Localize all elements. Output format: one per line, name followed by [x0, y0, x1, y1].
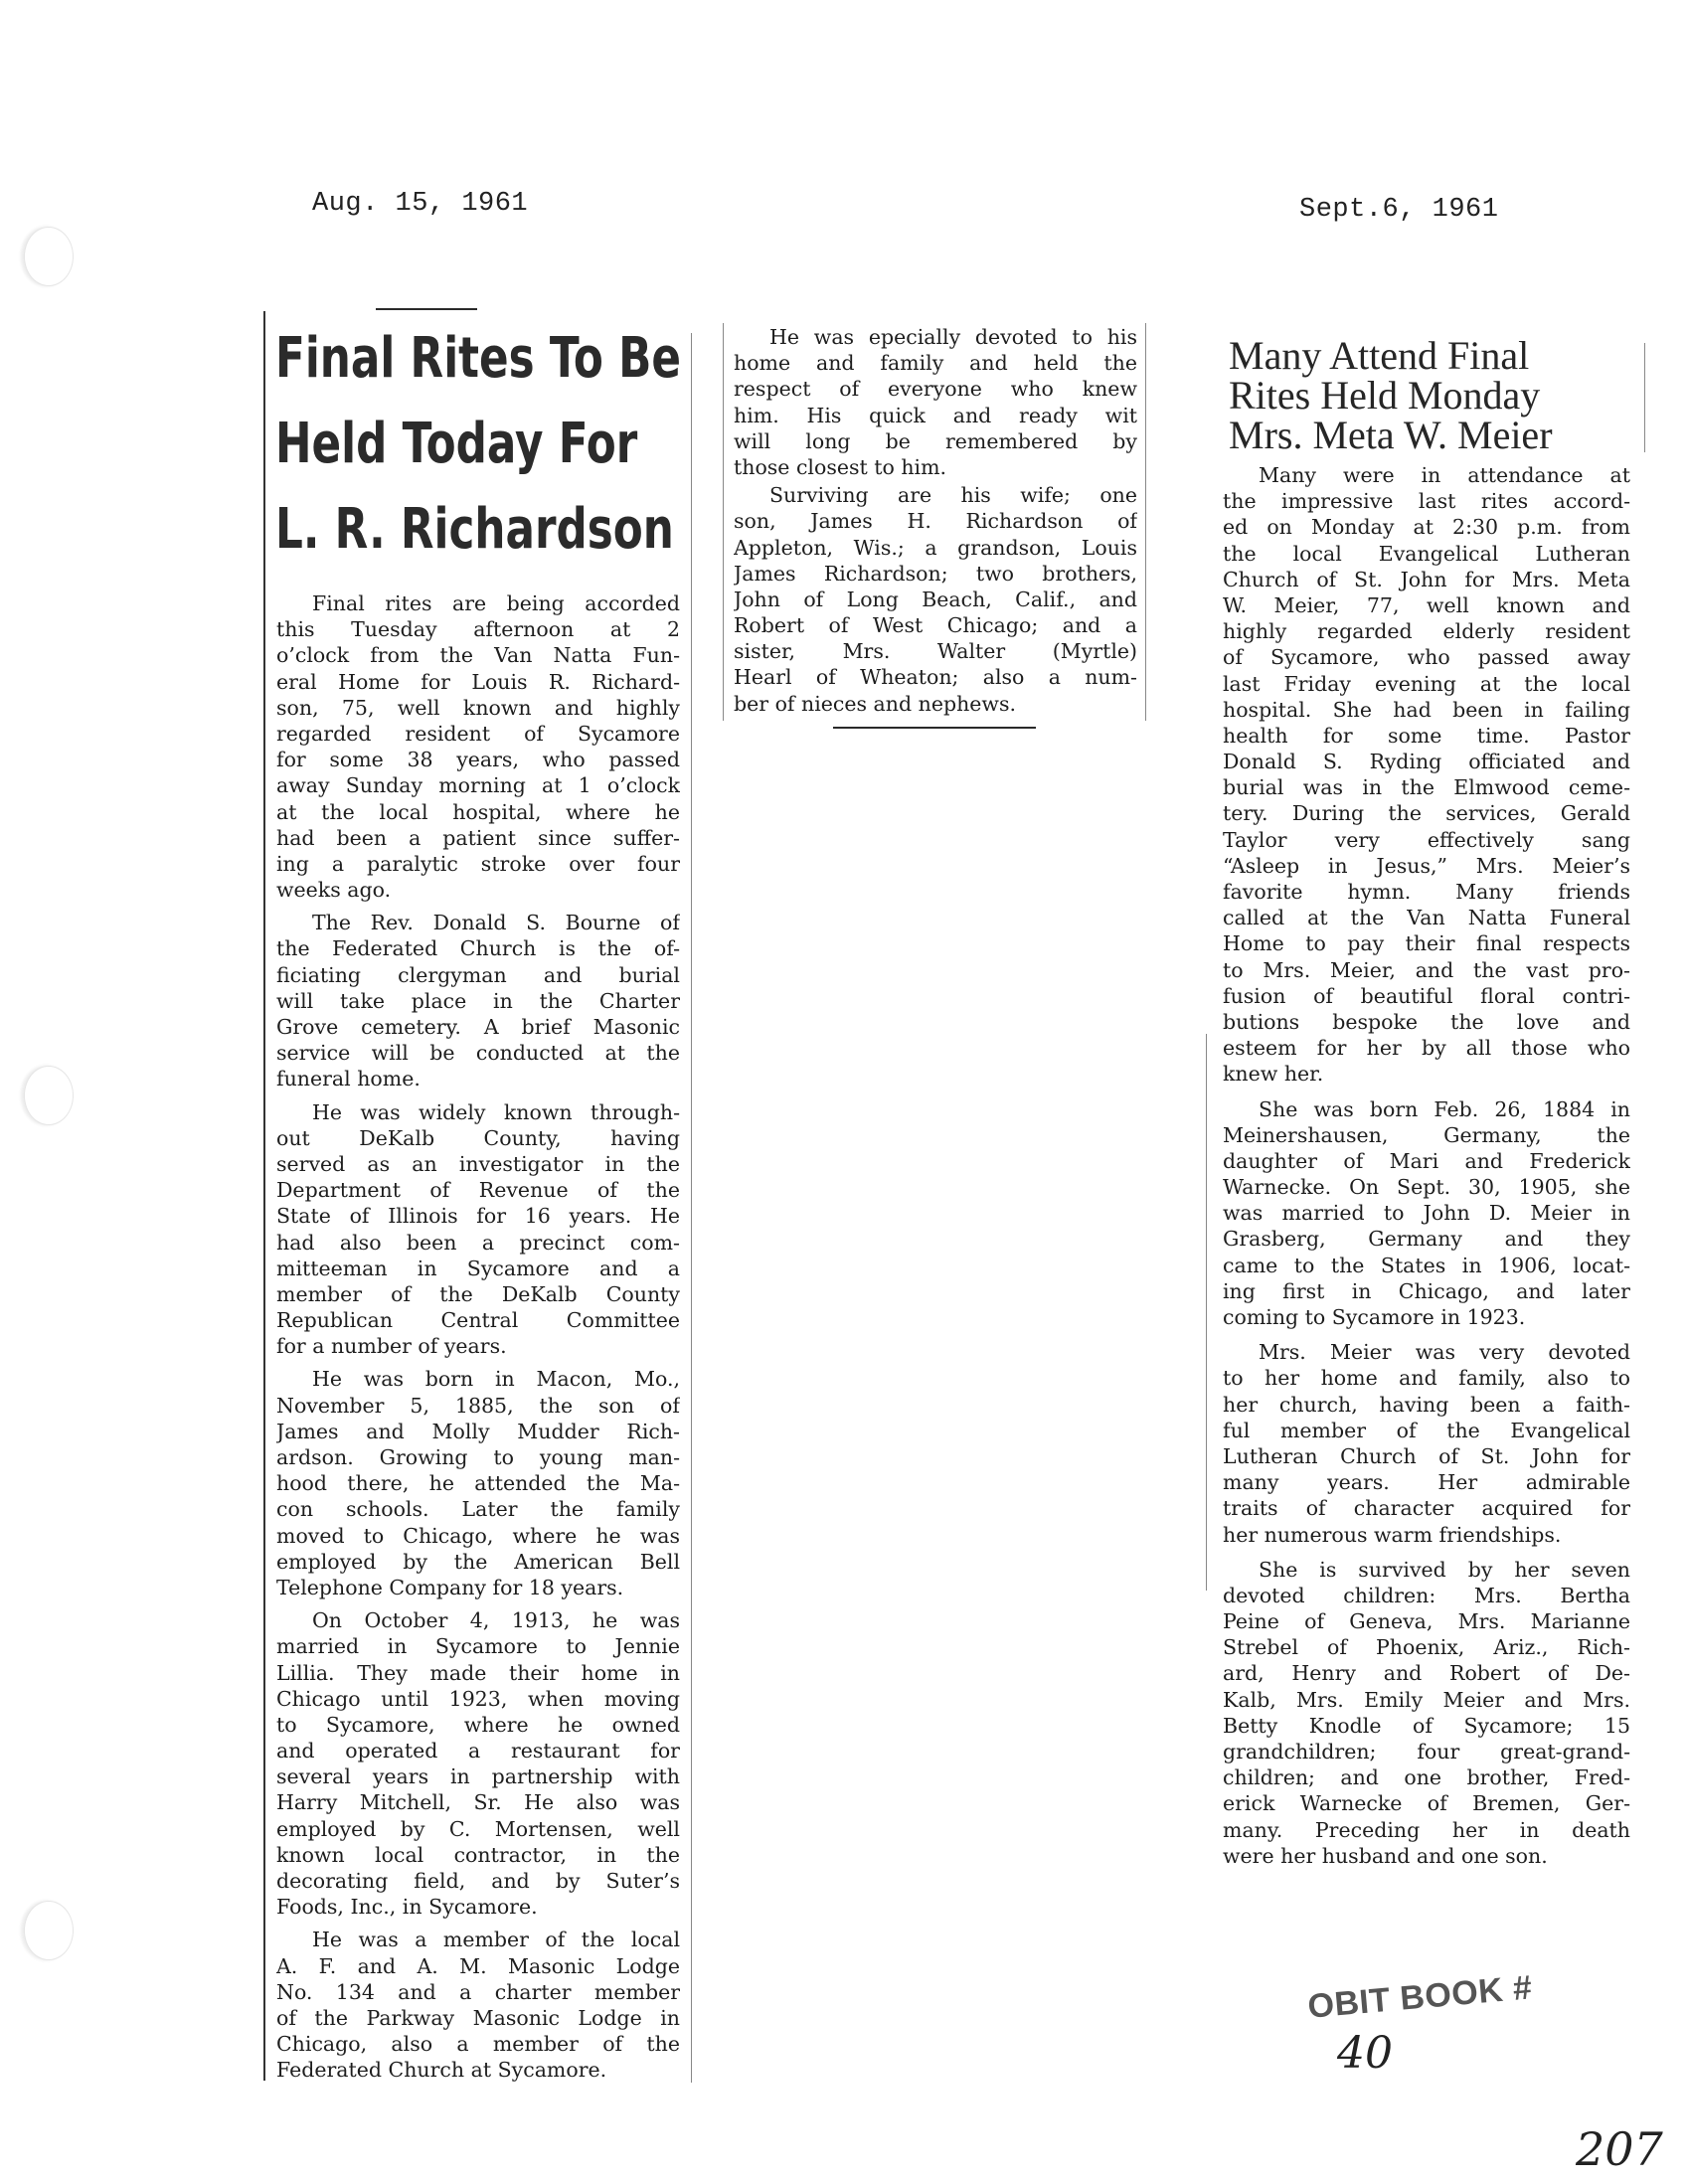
paragraph	[276, 1099, 680, 1360]
text-line: He was born in Macon, Mo.,	[312, 1367, 680, 1392]
text-line: A. F. and A. M. Masonic Lodge	[276, 1953, 680, 1978]
punch-hole	[24, 1066, 74, 1125]
punch-hole	[24, 1901, 74, 1960]
column-border-right	[691, 333, 692, 2083]
column-border-right	[1145, 323, 1146, 721]
text-line: many. Preceding her in death	[1223, 1817, 1630, 1842]
text-line: W. Meier, 77, well known and	[1223, 592, 1630, 617]
text-line: him. His quick and ready wit	[734, 403, 1137, 427]
obit-book-stamp: OBIT BOOK #	[1306, 1968, 1534, 2026]
paragraph	[1223, 462, 1630, 1088]
text-line: her church, having been a faith-	[1223, 1392, 1630, 1417]
text-line: employed by the American Bell	[276, 1549, 680, 1574]
text-line: regarded resident of Sycamore	[276, 721, 680, 746]
paragraph	[1223, 1339, 1630, 1548]
handwritten-page-number: 207	[1576, 2122, 1663, 2176]
text-line: respect of everyone who knew	[734, 377, 1137, 402]
text-line: o’clock from the Van Natta Fun-	[276, 643, 680, 668]
text-line: the impressive last rites accord-	[1223, 489, 1630, 514]
text-line: coming to Sycamore in 1923.	[1223, 1305, 1526, 1329]
paragraph	[276, 1927, 680, 2083]
text-line: con schools. Later the family	[276, 1497, 680, 1522]
text-line: will long be remembered by	[734, 428, 1137, 453]
text-line: and operated a restaurant for	[276, 1739, 680, 1764]
text-line: to her home and family, also to	[1223, 1366, 1630, 1391]
text-line: Republican Central Committee	[276, 1308, 680, 1333]
text-line: hospital. She had been in failing	[1223, 697, 1630, 722]
text-line: funeral home.	[276, 1067, 421, 1092]
text-line: ardson. Growing to young man-	[276, 1445, 680, 1469]
text-line: November 5, 1885, the son of	[276, 1393, 680, 1418]
text-line: ficiating clergyman and burial	[276, 962, 680, 987]
text-line: Taylor very effectively sang	[1223, 827, 1630, 852]
text-line: fusion of beautiful floral contri-	[1223, 983, 1630, 1008]
text-line: ed on Monday at 2:30 p.m. from	[1223, 515, 1630, 540]
headline-line: Held Today For	[275, 412, 638, 476]
text-line: known local contractor, in the	[276, 1842, 680, 1867]
text-line: had been a patient since suffer-	[276, 825, 680, 850]
text-line: called at the Van Natta Funeral	[1223, 906, 1630, 930]
text-line: “Asleep in Jesus,” Mrs. Meier’s	[1223, 853, 1630, 878]
text-line: Harry Mitchell, Sr. He also was	[276, 1790, 680, 1815]
text-line: He was a member of the local	[312, 1928, 680, 1952]
text-line: away Sunday morning at 1 o’clock	[276, 773, 680, 798]
headline-line: L. R. Richardson	[275, 497, 674, 562]
text-line: tery. During the services, Gerald	[1223, 801, 1630, 826]
text-line: Department of Revenue of the	[276, 1178, 680, 1203]
paragraph	[1223, 1096, 1630, 1331]
text-line: Betty Knodle of Sycamore; 15	[1223, 1713, 1630, 1738]
text-line: her numerous warm friendships.	[1223, 1522, 1562, 1547]
headline-rule	[376, 308, 477, 310]
text-line: Kalb, Mrs. Emily Meier and Mrs.	[1223, 1687, 1630, 1712]
text-line: will take place in the Charter	[276, 988, 680, 1013]
text-line: favorite hymn. Many friends	[1223, 880, 1630, 904]
text-line: ful member of the Evangelical	[1223, 1418, 1630, 1442]
text-line: were her husband and one son.	[1223, 1843, 1548, 1868]
text-line: Foods, Inc., in Sycamore.	[276, 1895, 538, 1920]
text-line: of the Parkway Masonic Lodge in	[276, 2005, 680, 2030]
text-line: State of Illinois for 16 years. He	[276, 1204, 680, 1229]
text-line: James Richardson; two brothers,	[734, 561, 1137, 586]
text-line: He was widely known through-	[312, 1099, 680, 1124]
text-line: ing first in Chicago, and later	[1223, 1278, 1630, 1303]
text-line: Robert of West Chicago; and a	[734, 613, 1137, 638]
end-rule	[833, 727, 1036, 729]
text-line: weeks ago.	[276, 878, 392, 903]
text-line: Grasberg, Germany and they	[1223, 1227, 1630, 1252]
punch-hole	[24, 227, 74, 286]
text-line: butions bespoke the love and	[1223, 1009, 1630, 1034]
text-line: married in Sycamore to Jennie	[276, 1634, 680, 1659]
text-line: He was epecially devoted to his	[769, 325, 1137, 349]
text-line: to Mrs. Meier, and the vast pro-	[1223, 957, 1630, 982]
text-line: of Sycamore, who passed away	[1223, 645, 1630, 670]
text-line: this Tuesday afternoon at 2	[276, 617, 680, 642]
text-line: erick Warnecke of Bremen, Ger-	[1223, 1791, 1630, 1816]
text-line: member of the DeKalb County	[276, 1281, 680, 1306]
text-line: came to the States in 1906, locat-	[1223, 1253, 1630, 1277]
text-line: hood there, he attended the Ma-	[276, 1471, 680, 1496]
text-line: The Rev. Donald S. Bourne of	[312, 911, 680, 935]
text-line: Mrs. Meier was very devoted	[1259, 1340, 1630, 1365]
text-line: Church of St. John for Mrs. Meta	[1223, 567, 1630, 591]
headline-line: Many Attend Final	[1229, 333, 1530, 378]
text-line: decorating field, and by Suter’s	[276, 1869, 680, 1893]
text-line: son, 75, well known and highly	[276, 695, 680, 720]
text-line: last Friday evening at the local	[1223, 671, 1630, 696]
text-line: ing a paralytic stroke over four	[276, 851, 680, 876]
text-line: had also been a precinct com-	[276, 1230, 680, 1255]
text-line: mitteeman in Sycamore and a	[276, 1256, 680, 1280]
article-richardson-continued	[734, 324, 1137, 717]
text-line: Home to pay their final respects	[1223, 931, 1630, 956]
text-line: many years. Her admirable	[1223, 1470, 1630, 1495]
text-line: On October 4, 1913, he was	[312, 1608, 680, 1633]
text-line: She is survived by her seven	[1259, 1557, 1630, 1582]
text-line: knew her.	[1223, 1062, 1324, 1087]
text-line: burial was in the Elmwood ceme-	[1223, 775, 1630, 800]
text-line: Final rites are being accorded	[312, 591, 680, 615]
text-line: home and family and held the	[734, 351, 1137, 376]
text-line: out DeKalb County, having	[276, 1125, 680, 1150]
text-line: for some 38 years, who passed	[276, 748, 680, 772]
text-line: to Sycamore, where he owned	[276, 1712, 680, 1737]
text-line: Strebel of Phoenix, Ariz., Rich-	[1223, 1635, 1630, 1660]
paragraph	[276, 1607, 680, 1920]
headline-line: Final Rites To Be	[275, 326, 682, 391]
text-line: Hearl of Wheaton; also a num-	[734, 665, 1137, 690]
text-line: employed by C. Mortensen, well	[276, 1816, 680, 1841]
text-line: Grove cemetery. A brief Masonic	[276, 1015, 680, 1039]
text-line: traits of character acquired for	[1223, 1496, 1630, 1521]
paragraph	[734, 482, 1137, 717]
text-line: served as an investigator in the	[276, 1151, 680, 1176]
text-line: health for some time. Pastor	[1223, 723, 1630, 748]
text-line: Chicago, also a member of the	[276, 2032, 680, 2057]
date-left: Aug. 15, 1961	[312, 189, 529, 219]
paragraph	[734, 324, 1137, 480]
text-line: Surviving are his wife; one	[769, 483, 1137, 508]
headline-meier	[1229, 333, 1646, 457]
article-richardson-body	[276, 590, 680, 2084]
headline-line: Rites Held Monday	[1229, 373, 1541, 418]
text-line: Lillia. They made their home in	[276, 1660, 680, 1685]
text-line: highly regarded elderly resident	[1223, 619, 1630, 644]
text-line: son, James H. Richardson of	[734, 509, 1137, 534]
paragraph	[276, 590, 680, 903]
text-line: devoted children: Mrs. Bertha	[1223, 1583, 1630, 1607]
text-line: the local Evangelical Lutheran	[1223, 541, 1630, 566]
headline-line: Mrs. Meta W. Meier	[1229, 413, 1553, 457]
text-line: Lutheran Church of St. John for	[1223, 1443, 1630, 1468]
text-line: children; and one brother, Fred-	[1223, 1765, 1630, 1790]
text-line: at the local hospital, where he	[276, 799, 680, 824]
text-line: ber of nieces and nephews.	[734, 691, 1016, 716]
text-line: Donald S. Ryding officiated and	[1223, 750, 1630, 774]
text-line: John of Long Beach, Calif., and	[734, 587, 1137, 611]
text-line: Appleton, Wis.; a grandson, Louis	[734, 535, 1137, 560]
column-border-left	[723, 323, 724, 721]
column-border-left	[1206, 1034, 1207, 1591]
column-border-left	[263, 311, 265, 2081]
text-line: Peine of Geneva, Mrs. Marianne	[1223, 1609, 1630, 1634]
text-line: Chicago until 1923, when moving	[276, 1686, 680, 1711]
text-line: was married to John D. Meier in	[1223, 1201, 1630, 1226]
handwritten-book-number: 40	[1337, 2028, 1393, 2079]
date-right: Sept.6, 1961	[1299, 195, 1499, 225]
text-line: No. 134 and a charter member	[276, 1979, 680, 2004]
text-line: Meinershausen, Germany, the	[1223, 1122, 1630, 1147]
text-line: for a number of years.	[276, 1334, 507, 1359]
text-line: Many were in attendance at	[1259, 463, 1630, 487]
text-line: grandchildren; four great-grand-	[1223, 1740, 1630, 1764]
headline-richardson	[275, 316, 703, 573]
text-line: sister, Mrs. Walter (Myrtle)	[734, 639, 1137, 664]
text-line: Federated Church at Sycamore.	[276, 2058, 607, 2083]
text-line: daughter of Mari and Frederick	[1223, 1148, 1630, 1173]
text-line: service will be conducted at the	[276, 1041, 680, 1066]
text-line: esteem for her by all those who	[1223, 1036, 1630, 1061]
text-line: ard, Henry and Robert of De-	[1223, 1661, 1630, 1686]
text-line: Warnecke. On Sept. 30, 1905, she	[1223, 1175, 1630, 1200]
paragraph	[1223, 1557, 1630, 1869]
text-line: She was born Feb. 26, 1884 in	[1259, 1096, 1630, 1121]
text-line: several years in partnership with	[276, 1764, 680, 1789]
text-line: James and Molly Mudder Rich-	[276, 1419, 680, 1443]
paragraph	[276, 910, 680, 1092]
paragraph	[276, 1366, 680, 1600]
text-line: the Federated Church is the of-	[276, 936, 680, 961]
text-line: moved to Chicago, where he was	[276, 1523, 680, 1548]
text-line: eral Home for Louis R. Richard-	[276, 669, 680, 694]
text-line: those closest to him.	[734, 454, 947, 479]
text-line: Telephone Company for 18 years.	[276, 1575, 624, 1599]
article-meier-body	[1223, 462, 1630, 1869]
